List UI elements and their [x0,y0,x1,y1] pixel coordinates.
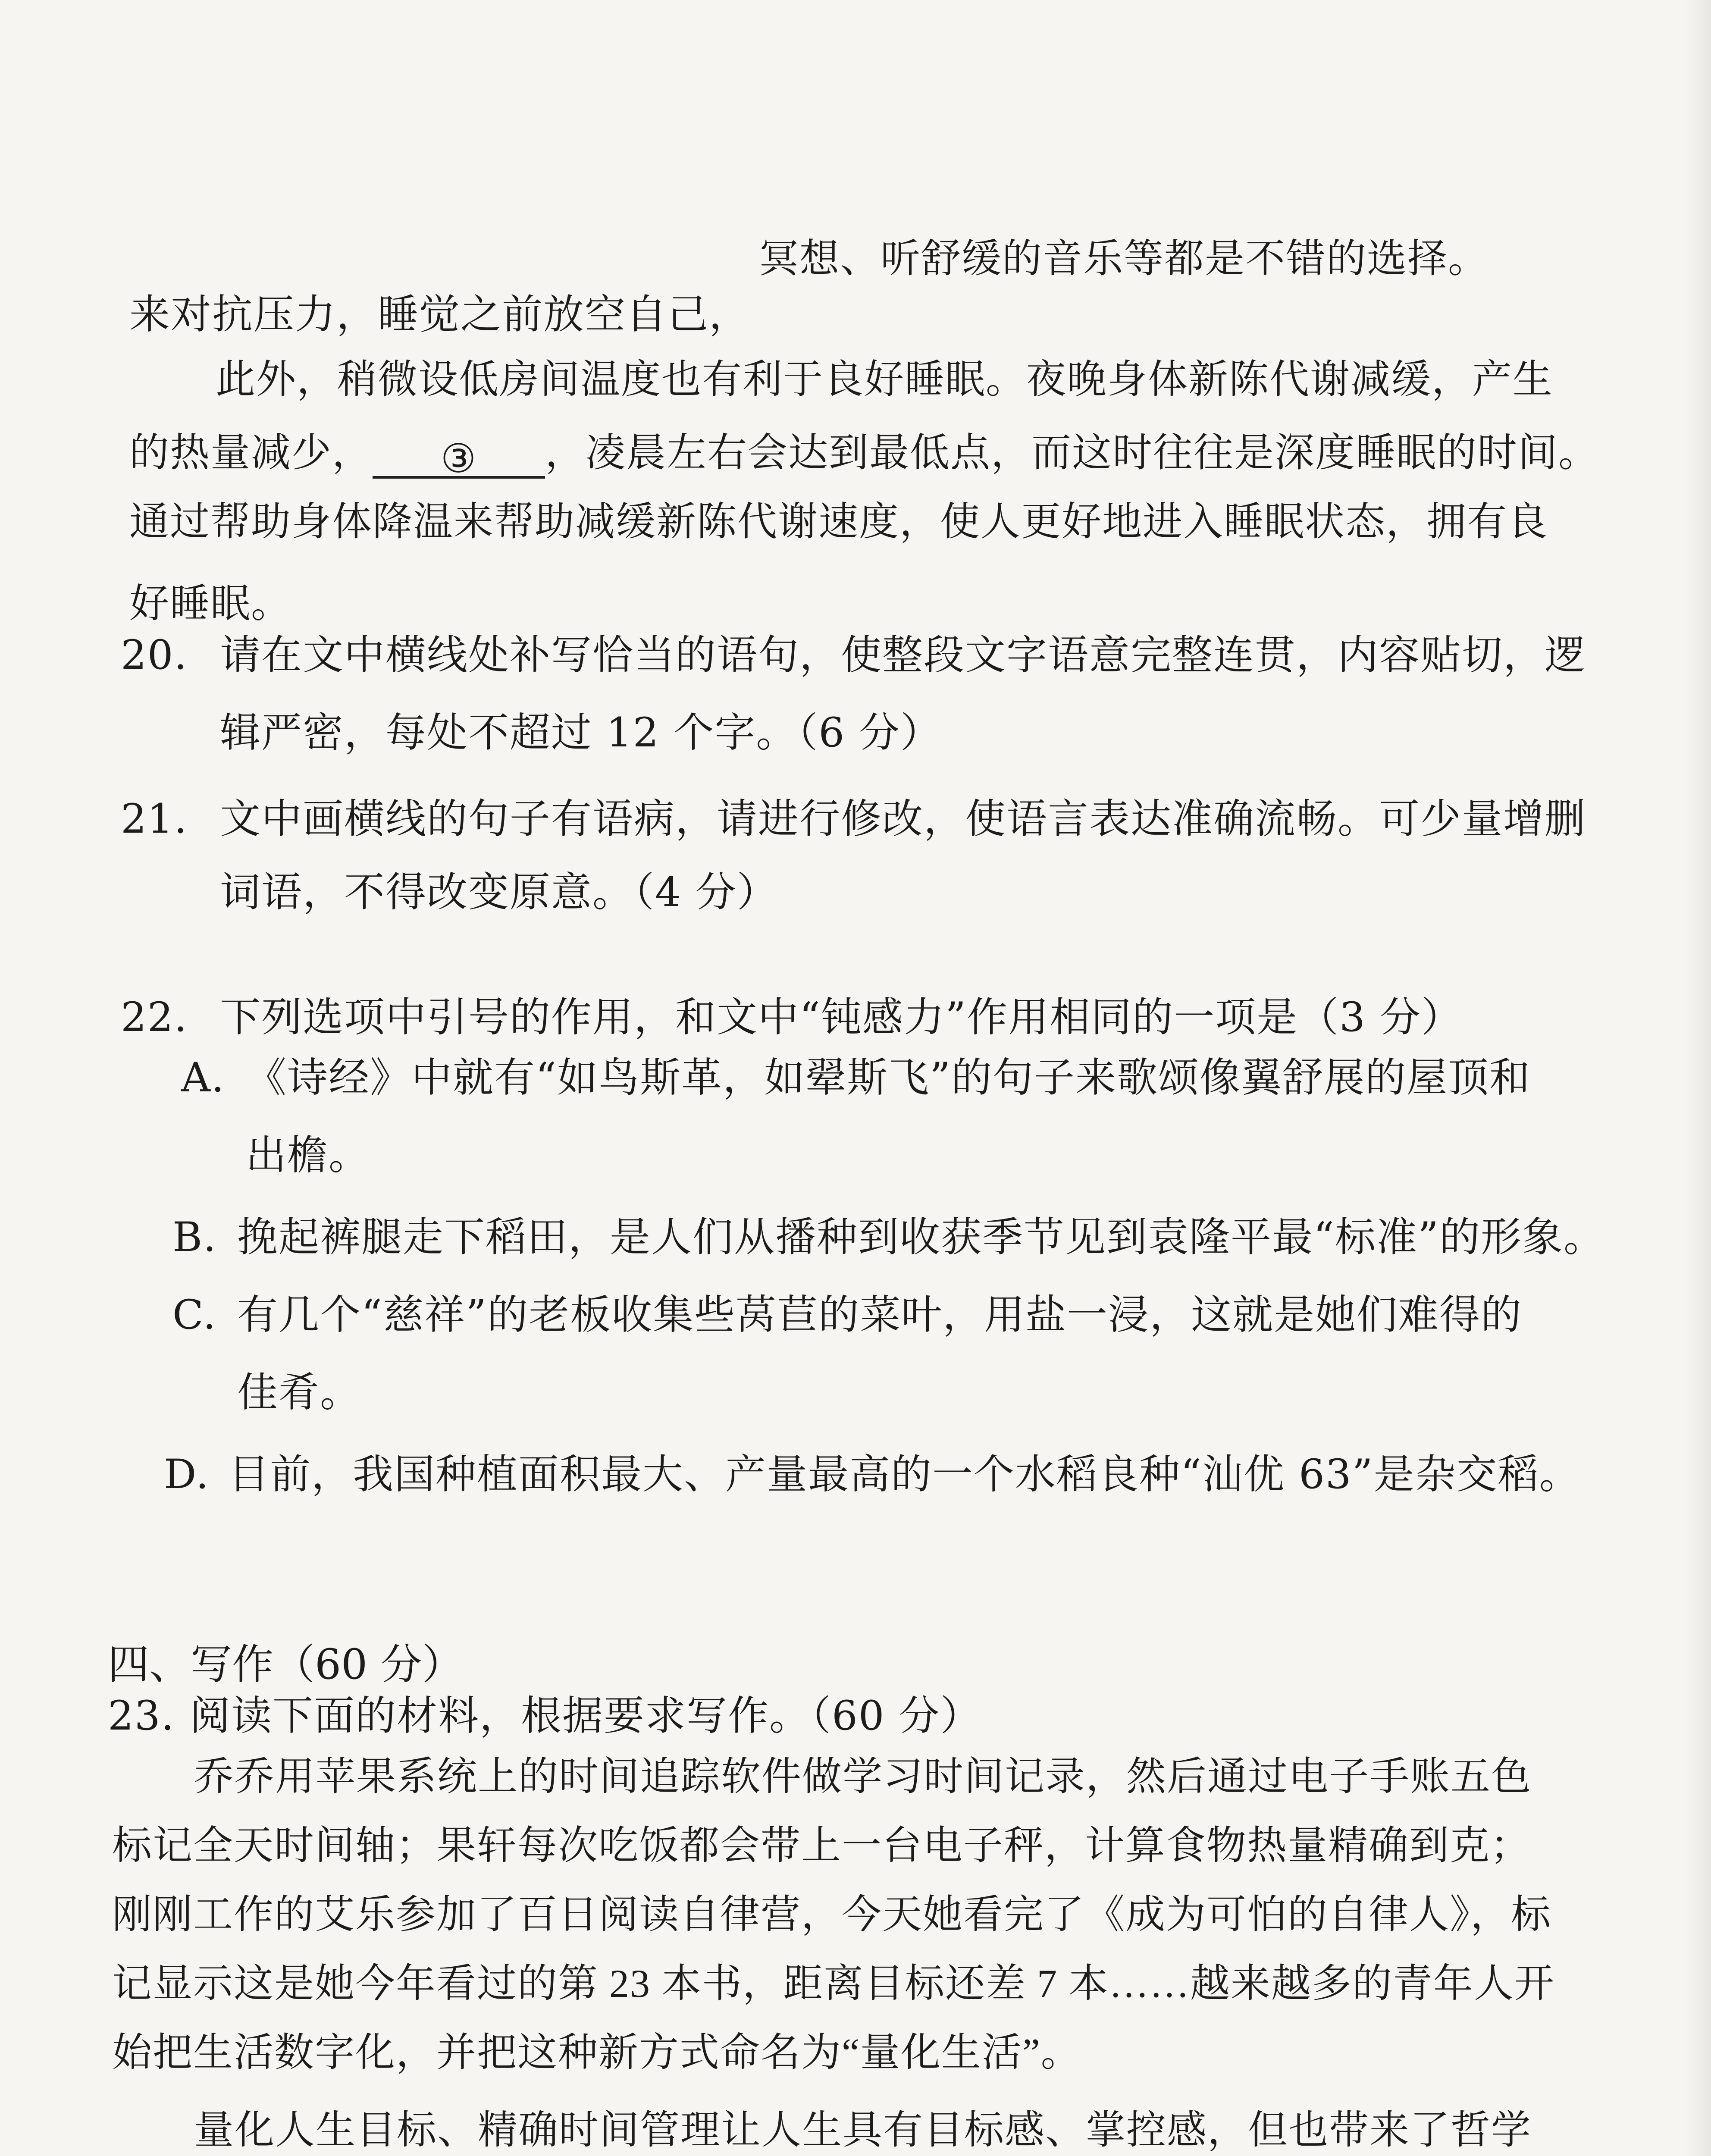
q23-material-1: 乔乔用苹果系统上的时间追踪软件做学习时间记录，然后通过电子手账五色 [194,1755,1532,1799]
passage-line-1: 冥想、听舒缓的音乐等都是不错的选择。 [759,237,1489,281]
q21-line-2: 词语，不得改变原意。（4 分） [220,869,778,916]
q22-option-a-cont: 出檐。 [246,1132,370,1179]
q23-material-6: 量化人生目标、精确时间管理让人生具有目标感、掌控感，但也带来了哲学 [194,2108,1532,2152]
q22-line [121,992,1463,1044]
passage-line-5: 通过帮助身体降温来帮助减缓新陈代谢速度，使人更好地进入睡眠状态，拥有良 [129,500,1548,544]
page-edge-shadow [1685,0,1711,2156]
q22-option-a-text-1: 《诗经》中就有“如鸟斯革，如翚斯飞”的句子来歌颂像翼舒展的屋顶和 [246,1054,1531,1101]
q22-option-c-text-1: 有几个“慈祥”的老板收集些莴苣的菜叶，用盐一浸，这就是她们难得的 [237,1291,1523,1338]
passage-line-4 [129,427,1599,479]
q22-option-b-text-1: 挽起裤腿走下稻田，是人们从播种到收获季节见到袁隆平最“标准”的形象。 [237,1214,1605,1261]
passage-line-6: 好睡眠。 [129,582,292,626]
q22-option-c [172,1289,1522,1341]
q22-option-c-cont: 佳肴。 [237,1369,362,1416]
q21-text-1: 文中画横线的句子有语病，请进行修改，使语言表达准确流畅。可少量增删 [220,796,1586,843]
passage-line-3: 此外，稍微设低房间温度也有利于良好睡眠。夜晚身体新陈代谢减缓，产生 [216,357,1554,401]
q20-line-2: 辑严密，每处不超过 12 个字。（6 分） [220,709,942,756]
q23-line [108,1690,982,1742]
q23-material-3: 刚刚工作的艾乐参加了百日阅读自律营，今天她看完了《成为可怕的自律人》，标 [112,1893,1552,1937]
passage-line-2: 来对抗压力，睡觉之前放空自己， [129,292,751,337]
q22-option-c-label: C. [172,1291,217,1338]
q22-text: 下列选项中引号的作用，和文中“钝感力”作用相同的一项是（3 分） [220,994,1463,1041]
q23-material-2: 标记全天时间轴；果轩每次吃饭都会带上一台电子秤，计算食物热量精确到克； [112,1824,1531,1868]
q22-number: 22. [121,994,188,1041]
blank-3: ③ [373,433,545,479]
q22-option-d-label: D. [164,1451,210,1498]
q20-number: 20. [121,632,188,679]
passage-line-4-end: ，凌晨左右会达到最低点，而这时往往是深度睡眠的时间。 [545,431,1599,475]
q22-option-d [164,1449,1581,1501]
q22-option-a-label: A. [181,1054,225,1101]
q23-material-5: 始把生活数字化，并把这种新方式命名为“量化生活”。 [112,2031,1081,2075]
q23-material-4: 记显示这是她今年看过的第 23 本书，距离目标还差 7 本……越来越多的青年人开 [112,1962,1555,2006]
q22-option-d-text-1: 目前，我国种植面积最大、产量最高的一个水稻良种“汕优 63”是杂交稻。 [229,1451,1581,1498]
q21-number: 21. [121,796,188,843]
q20-line-1 [121,630,1586,681]
q22-option-b [172,1212,1605,1263]
q20-text-1: 请在文中横线处补写恰当的语句，使整段文字语意完整连贯，内容贴切，逻 [220,632,1586,679]
section-4-heading: 四、写作（60 分） [108,1640,464,1689]
passage-line-4-start: 的热量减少， [129,431,373,475]
q22-option-a [181,1052,1531,1104]
q23-text: 阅读下面的材料，根据要求写作。（60 分） [190,1692,982,1739]
q23-number: 23. [108,1692,175,1739]
q22-option-b-label: B. [172,1214,217,1261]
q21-line-1 [121,793,1586,845]
